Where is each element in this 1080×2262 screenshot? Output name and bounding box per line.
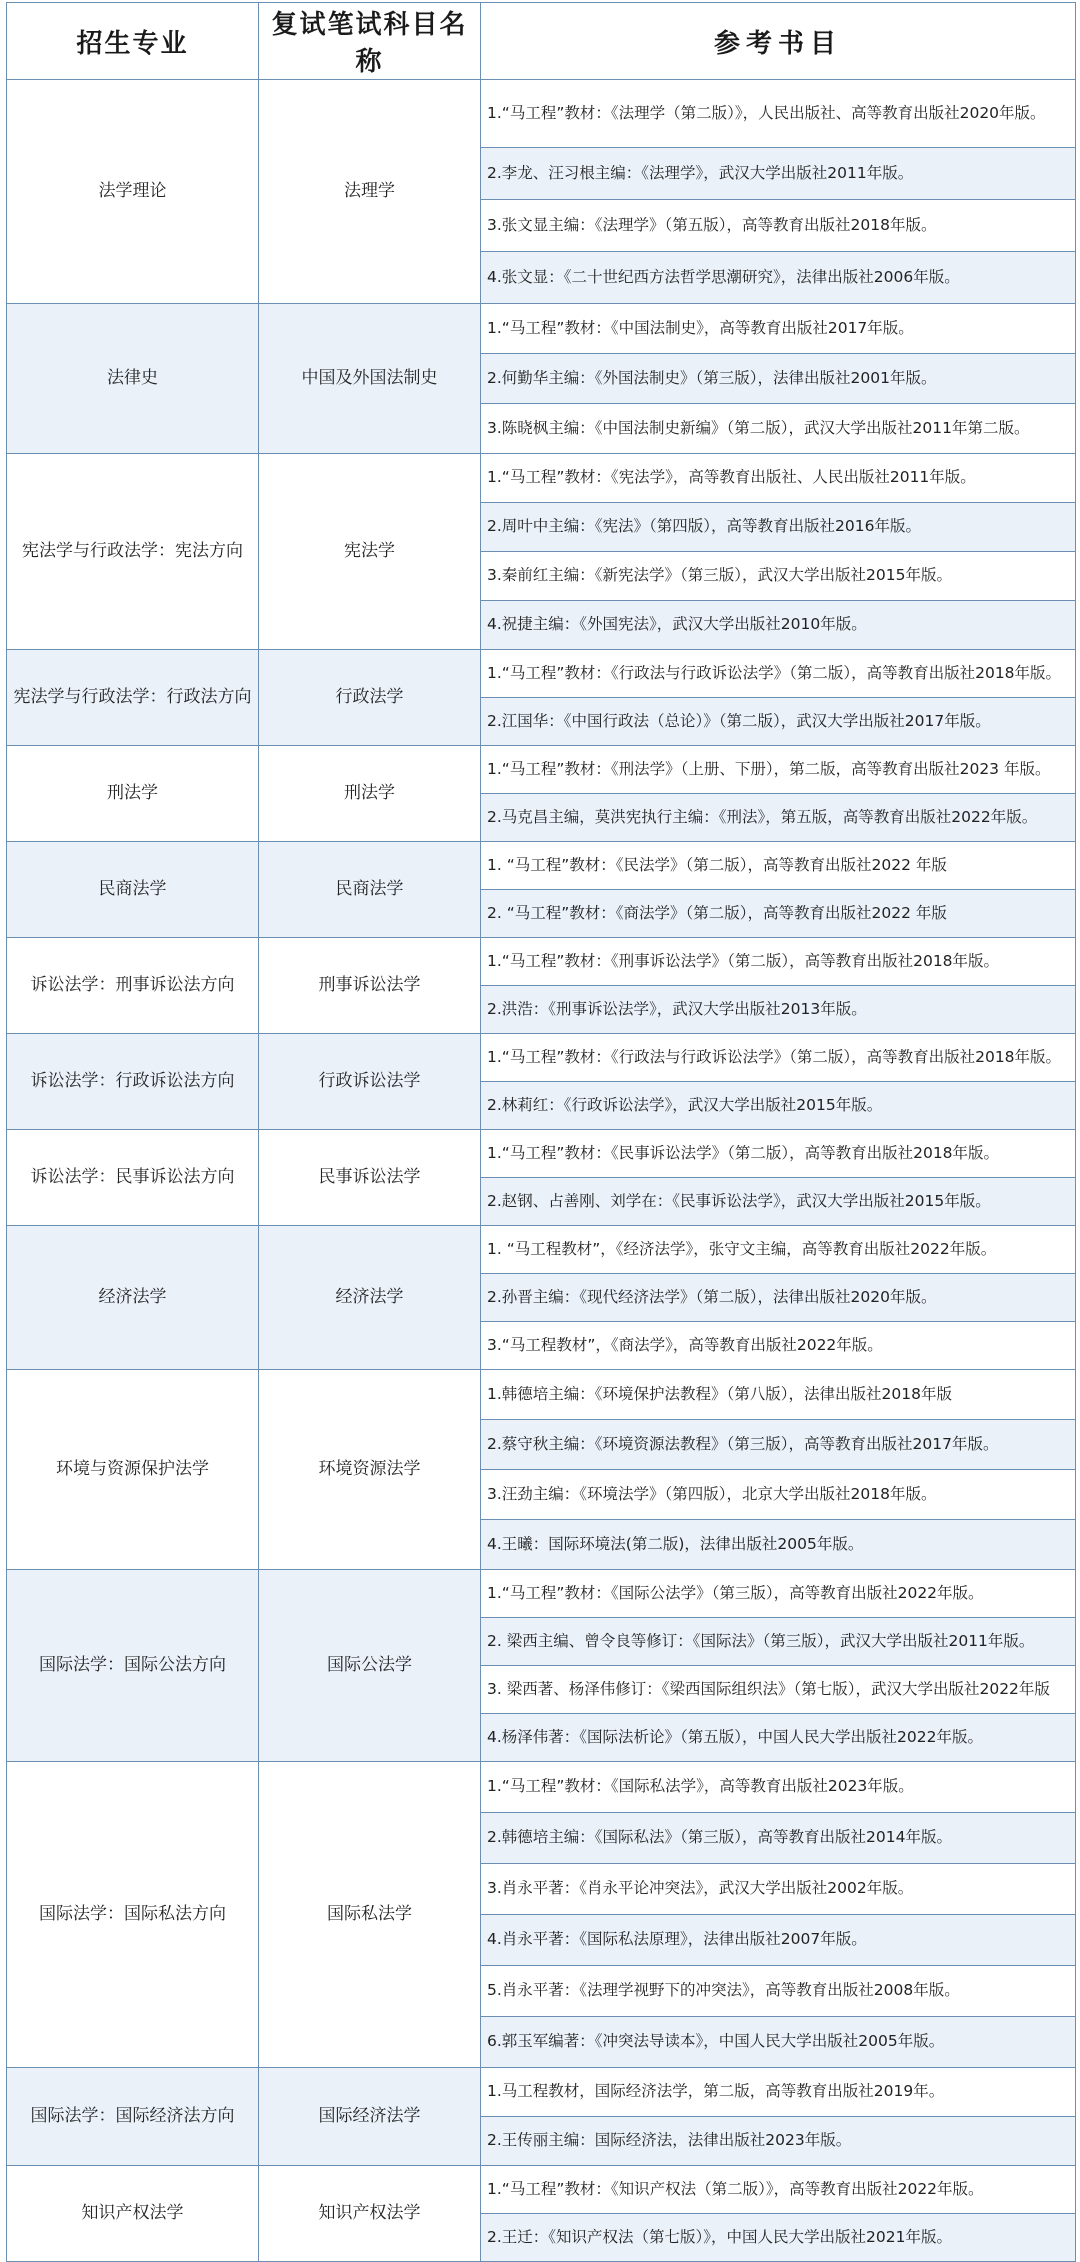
subject-cell: 民事诉讼法学 [259,1130,481,1226]
table-row [7,746,1076,794]
subject-cell: 宪法学 [259,454,481,650]
table-row [7,80,1076,148]
book-entry: 3.张文显主编：《法理学》（第五版），高等教育出版社2018年版。 [481,200,1076,252]
major-cell: 国际法学：国际经济法方向 [7,2068,259,2166]
book-entry: 3.肖永平著：《肖永平论冲突法》，武汉大学出版社2002年版。 [481,1864,1076,1915]
subject-cell: 国际公法学 [259,1570,481,1762]
book-entry: 6.郭玉军编著：《冲突法导读本》，中国人民大学出版社2005年版。 [481,2017,1076,2068]
book-entry: 1.“马工程”教材：《国际私法学》，高等教育出版社2023年版。 [481,1762,1076,1813]
book-entry: 2.马克昌主编，莫洪宪执行主编：《刑法》，第五版，高等教育出版社2022年版。 [481,794,1076,842]
book-entry: 3.汪劲主编：《环境法学》（第四版），北京大学出版社2018年版。 [481,1470,1076,1520]
book-entry: 2.韩德培主编：《国际私法》（第三版），高等教育出版社2014年版。 [481,1813,1076,1864]
table-row [7,938,1076,986]
book-entry: 4.杨泽伟著：《国际法析论》（第五版），中国人民大学出版社2022年版。 [481,1714,1076,1762]
table-row [7,1226,1076,1274]
major-cell: 法学理论 [7,80,259,304]
table-header-row [7,3,1076,80]
book-entry: 2.王迁：《知识产权法（第七版）》，中国人民大学出版社2021年版。 [481,2214,1076,2262]
table-body [7,80,1076,2262]
major-cell: 知识产权法学 [7,2166,259,2262]
table-row [7,2068,1076,2117]
subject-cell: 法理学 [259,80,481,304]
book-entry: 5.肖永平著：《法理学视野下的冲突法》，高等教育出版社2008年版。 [481,1966,1076,2017]
subject-cell: 知识产权法学 [259,2166,481,2262]
book-entry: 3.“马工程教材”，《商法学》，高等教育出版社2022年版。 [481,1322,1076,1370]
book-entry: 1.“马工程”教材：《刑事诉讼法学》（第二版），高等教育出版社2018年版。 [481,938,1076,986]
header-subject: 复试笔试科目名称 [259,3,481,80]
subject-cell: 中国及外国法制史 [259,304,481,454]
book-entry: 2. 梁西主编、曾令良等修订：《国际法》（第三版），武汉大学出版社2011年版。 [481,1618,1076,1666]
book-entry: 2.孙晋主编：《现代经济法学》（第二版），法律出版社2020年版。 [481,1274,1076,1322]
major-cell: 宪法学与行政法学：行政法方向 [7,650,259,746]
major-cell: 刑法学 [7,746,259,842]
subject-cell: 民商法学 [259,842,481,938]
table-row [7,1762,1076,1813]
table-row [7,2166,1076,2214]
header-books: 参考书目 [481,3,1076,80]
major-cell: 诉讼法学：民事诉讼法方向 [7,1130,259,1226]
book-entry: 2.李龙、汪习根主编：《法理学》，武汉大学出版社2011年版。 [481,148,1076,200]
book-entry: 3.秦前红主编：《新宪法学》（第三版），武汉大学出版社2015年版。 [481,552,1076,601]
major-cell: 国际法学：国际公法方向 [7,1570,259,1762]
book-entry: 1.“马工程”教材：《行政法与行政诉讼法学》（第二版），高等教育出版社2018年版。 [481,650,1076,698]
book-entry: 1.马工程教材，国际经济法学，第二版，高等教育出版社2019年。 [481,2068,1076,2117]
book-entry: 1.韩德培主编：《环境保护法教程》（第八版），法律出版社2018年版 [481,1370,1076,1420]
book-entry: 1.“马工程”教材：《行政法与行政诉讼法学》（第二版），高等教育出版社2018年版。 [481,1034,1076,1082]
book-entry: 1.“马工程”教材：《民事诉讼法学》（第二版），高等教育出版社2018年版。 [481,1130,1076,1178]
book-entry: 4.祝捷主编：《外国宪法》，武汉大学出版社2010年版。 [481,601,1076,650]
subject-cell: 国际私法学 [259,1762,481,2068]
subject-cell: 环境资源法学 [259,1370,481,1570]
major-cell: 民商法学 [7,842,259,938]
table-row [7,1130,1076,1178]
major-cell: 国际法学：国际私法方向 [7,1762,259,2068]
book-entry: 4.肖永平著：《国际私法原理》，法律出版社2007年版。 [481,1915,1076,1966]
book-entry: 1.“马工程”教材：《法理学（第二版）》，人民出版社、高等教育出版社2020年版。 [481,80,1076,148]
major-cell: 经济法学 [7,1226,259,1370]
major-cell: 诉讼法学：行政诉讼法方向 [7,1034,259,1130]
book-entry: 3.陈晓枫主编：《中国法制史新编》（第二版），武汉大学出版社2011年第二版。 [481,404,1076,454]
book-entry: 2.周叶中主编：《宪法》（第四版），高等教育出版社2016年版。 [481,503,1076,552]
major-cell: 法律史 [7,304,259,454]
book-entry: 1. “马工程教材”，《经济法学》，张守文主编，高等教育出版社2022年版。 [481,1226,1076,1274]
table-row [7,454,1076,503]
book-entry: 1. “马工程”教材：《民法学》（第二版），高等教育出版社2022 年版 [481,842,1076,890]
header-major: 招生专业 [7,3,259,80]
book-entry: 2.林莉红：《行政诉讼法学》，武汉大学出版社2015年版。 [481,1082,1076,1130]
table-row [7,1370,1076,1420]
subject-cell: 刑事诉讼法学 [259,938,481,1034]
book-entry: 2.蔡守秋主编：《环境资源法教程》（第三版），高等教育出版社2017年版。 [481,1420,1076,1470]
book-entry: 1.“马工程”教材：《中国法制史》，高等教育出版社2017年版。 [481,304,1076,354]
book-entry: 2.洪浩：《刑事诉讼法学》，武汉大学出版社2013年版。 [481,986,1076,1034]
table-row [7,1034,1076,1082]
book-entry: 2. “马工程”教材：《商法学》（第二版），高等教育出版社2022 年版 [481,890,1076,938]
table-row [7,842,1076,890]
major-cell: 诉讼法学：刑事诉讼法方向 [7,938,259,1034]
book-entry: 4.王曦：国际环境法(第二版)，法律出版社2005年版。 [481,1520,1076,1570]
table-row [7,304,1076,354]
subject-cell: 国际经济法学 [259,2068,481,2166]
book-entry: 2.王传丽主编：国际经济法，法律出版社2023年版。 [481,2117,1076,2166]
book-entry: 1.“马工程”教材：《国际公法学》（第三版），高等教育出版社2022年版。 [481,1570,1076,1618]
table-row [7,650,1076,698]
book-entry: 2.何勤华主编：《外国法制史》（第三版），法律出版社2001年版。 [481,354,1076,404]
book-entry: 1.“马工程”教材：《知识产权法（第二版）》，高等教育出版社2022年版。 [481,2166,1076,2214]
book-entry: 2.江国华：《中国行政法（总论）》（第二版），武汉大学出版社2017年版。 [481,698,1076,746]
reference-book-table [6,2,1076,2262]
subject-cell: 刑法学 [259,746,481,842]
subject-cell: 行政诉讼法学 [259,1034,481,1130]
book-entry: 2.赵钢、占善刚、刘学在：《民事诉讼法学》，武汉大学出版社2015年版。 [481,1178,1076,1226]
book-entry: 4.张文显：《二十世纪西方法哲学思潮研究》，法律出版社2006年版。 [481,252,1076,304]
major-cell: 宪法学与行政法学：宪法方向 [7,454,259,650]
book-entry: 1.“马工程”教材：《宪法学》，高等教育出版社、人民出版社2011年版。 [481,454,1076,503]
book-entry: 3. 梁西著、杨泽伟修订：《梁西国际组织法》（第七版），武汉大学出版社2022年版 [481,1666,1076,1714]
table-row [7,1570,1076,1618]
subject-cell: 经济法学 [259,1226,481,1370]
major-cell: 环境与资源保护法学 [7,1370,259,1570]
subject-cell: 行政法学 [259,650,481,746]
book-entry: 1.“马工程”教材：《刑法学》（上册、下册），第二版，高等教育出版社2023 年版。 [481,746,1076,794]
